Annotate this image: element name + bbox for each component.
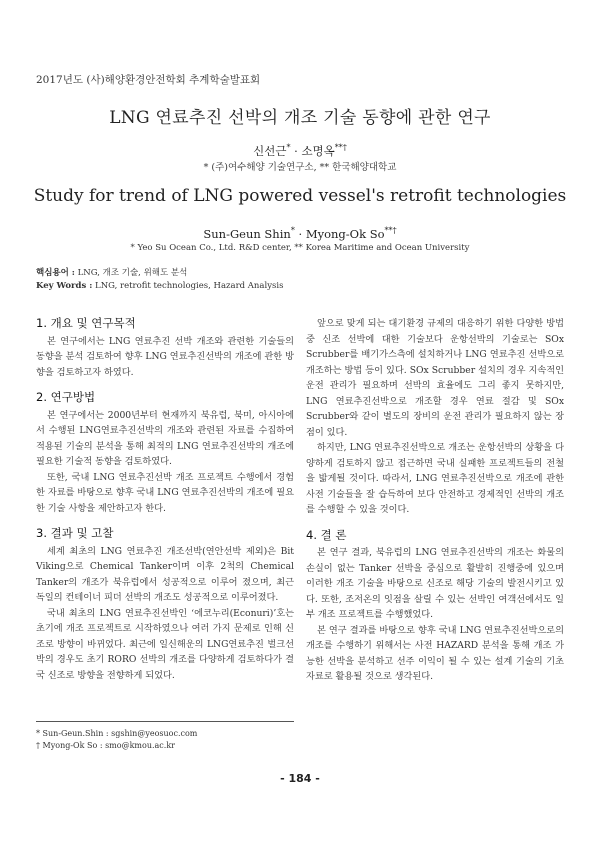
keywords-english: [36, 281, 283, 291]
footnote-author-1: * Sun-Geun.Shin : sgshin@yeosuoc.com: [36, 729, 198, 738]
section-4-paragraph-2: 본 연구 결과를 바탕으로 향후 국내 LNG 연료추진선박으로의 개조를 수행하기 위해서는 사전 HAZARD 분석을 통해 개조 가능한 선박을 분석하고 선주 이익이 될 수 있는 설계 기술의 기초 자료로 활용될 것으로 생각된다.: [306, 624, 564, 682]
author-1-en-mark: *: [290, 226, 295, 235]
section-4-title: 4. 결 론: [306, 527, 347, 542]
affiliation-korean: * (주)여수해양 기술연구소, ** 한국해양대학교: [203, 162, 397, 173]
keywords-ko-text: LNG, 개조 기술, 위해도 분석: [74, 268, 188, 278]
conference-header: 2017년도 (사)해양환경안전학회 추계학술발표회: [36, 74, 261, 86]
footnote-divider: [36, 721, 294, 722]
keywords-ko-label: 핵심용어 :: [36, 268, 75, 278]
section-3-paragraph-3: 앞으로 맞게 되는 대기환경 규제의 대응하기 위한 다양한 방법중 신조 선박에 대한 기술보다 운항선박의 기술로는 SOx Scrubber를 배기가스측에 설치하거나 LNG 연료추진 선박으로 개조하는 방법 등이 있다. SOx Scrubber 설치의 경우 지속적인 운전 관리가 필요하며 선박의 효율에도 그리 좋지 못하지만, LNG 연료추진선박으로 개조할 경우 연료 절감 및 SOx Scrubber와 같이 별도의 장비의 운전 관리가 필요하지 않는 장점이 있다.: [306, 318, 564, 438]
section-3-title: 3. 결과 및 고찰: [36, 526, 114, 540]
author-1-ko: 신선근: [253, 144, 287, 158]
paper-title-english: Study for trend of LNG powered vessel's retrofit technologies: [33, 186, 567, 206]
left-column: [36, 316, 294, 683]
author-2-en: Myong-Ok So: [305, 226, 385, 241]
section-4-paragraph-1: 본 연구 결과, 북유럽의 LNG 연료추진선박의 개조는 화물의 손실이 없는 Tanker 선박을 중심으로 활발히 진행중에 있으며 이러한 개조 기술을 바탕으로 신조로 해당 기술의 발전시키고 있다. 또한, 조저온의 잇점을 살릴 수 있는 선박인 여객선에서도 일부 개조 프로젝트를 수행했었다.: [306, 547, 564, 620]
right-column: [306, 316, 564, 685]
keywords-en-text: LNG, retrofit technologies, Hazard Analysis: [92, 281, 284, 291]
author-2-en-mark: **†: [384, 226, 397, 235]
author-separator-en: ·: [294, 226, 306, 241]
section-2-paragraph-1: 본 연구에서는 2000년부터 현재까지 북유럽, 북미, 아시아에서 수행된 LNG연료추진선박의 개조와 관련된 자료를 수집하여 적용된 기술의 분석을 통해 최적의 LNG 연료추진선박의 개조에 필요한 기술적 동향을 검토하였다.: [36, 409, 294, 467]
affiliation-english: * Yeo Su Ocean Co., Ltd. R&D center, ** Korea Maritime and Ocean University: [130, 243, 470, 253]
authors-korean: [0, 143, 600, 159]
footnote-author-2: † Myong-Ok So : smo@kmou.ac.kr: [36, 741, 175, 750]
paper-title-korean: LNG 연료추진 선박의 개조 기술 동향에 관한 연구: [109, 108, 491, 128]
author-1-ko-mark: *: [286, 143, 291, 153]
authors-english: [0, 226, 600, 241]
keywords-korean: [36, 266, 187, 278]
keywords-en-label: Key Words :: [36, 281, 93, 291]
section-3-paragraph-1: 세계 최초의 LNG 연료추진 개조선박(연안선박 제외)은 Bit Viking으로 Chemical Tanker이며 이후 2척의 Chemical Tanker의 개조가 북유럽에서 성공적으로 이루어 졌으며, 최근 독일의 컨테이너 피더 선박의 개조도 성공적으로 이루어졌다.: [36, 545, 294, 603]
section-3-paragraph-4: 하지만, LNG 연료추진선박으로 개조는 운항선박의 상황을 다양하게 검토하지 않고 접근하면 국내 실패한 프로젝트들의 전철을 밟게될 것이다. 따라서, LNG 연료추진선박으로 개조에 관한 사전 기술들을 잘 습득하여 보다 안전하고 경제적인 선박의 개조를 수행할 수 있을 것이다.: [306, 442, 564, 515]
section-1-paragraph: 본 연구에서는 LNG 연료추진 선박 개조와 관련한 기술들의 동향을 분석 검토하여 향후 LNG 연료추진선박의 개조에 관한 방향을 검토하고자 하였다.: [36, 335, 294, 378]
author-separator-ko: ·: [290, 144, 302, 158]
section-2-title: 2. 연구방법: [36, 390, 96, 404]
author-2-ko-mark: **†: [334, 143, 347, 153]
section-2-paragraph-2: 또한, 국내 LNG 연료추진선박 개조 프로젝트 수행에서 경험한 자료를 바탕으로 향후 국내 LNG 연료추진선박의 개조에 필요한 기술 사항을 제안하고자 한다.: [36, 471, 294, 514]
section-1-title: 1. 개요 및 연구목적: [36, 316, 136, 330]
author-2-ko: 소명옥: [301, 144, 335, 158]
page-number: - 184 -: [280, 772, 320, 785]
author-1-en: Sun-Geun Shin: [203, 226, 291, 241]
section-3-paragraph-2: 국내 최초의 LNG 연료추진선박인 ‘에코누리(Econuri)’호는 초기에 개조 프로젝트로 시작하였으나 여러 가지 문제로 인해 신조로 방향이 바뀌었다. 최근에 일신해운의 LNG연료추진 벌크선박의 경우도 초기 RORO 선박의 개조를 다양하게 검토하다가 결국 신조로 방향을 전향하게 되었다.: [36, 607, 294, 681]
